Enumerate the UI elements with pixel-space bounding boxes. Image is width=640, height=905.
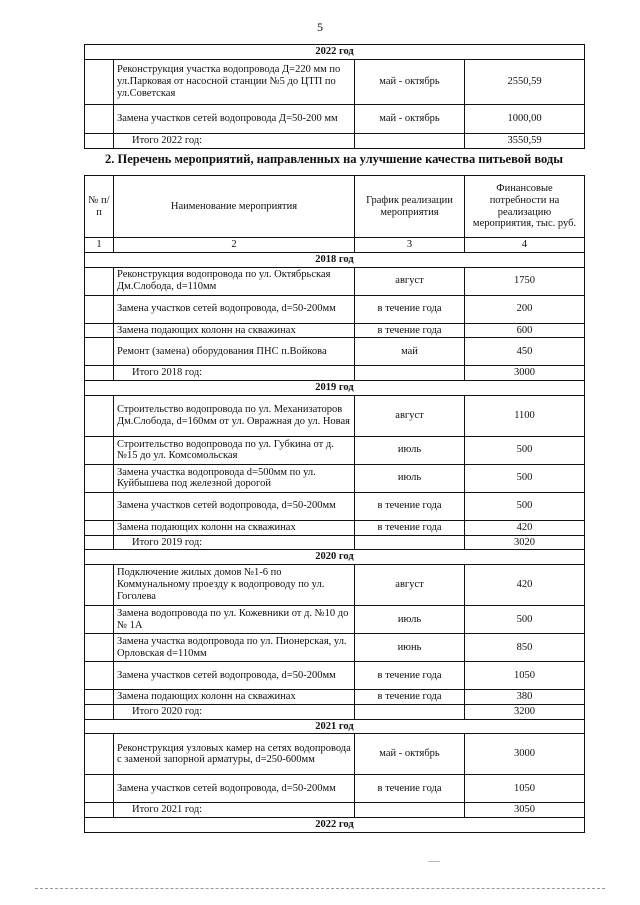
measure-cost: 380 (465, 690, 585, 705)
measure-name: Замена участков сетей водопровода, d=50-200мм (114, 295, 355, 323)
measure-cost: 2550,59 (465, 59, 585, 104)
measure-cost: 500 (465, 492, 585, 520)
measure-name: Замена участков сетей водопровода Д=50-200 мм (114, 104, 355, 133)
measure-name: Реконструкция участка водопровода Д=220 мм по ул.Парковая от насосной станции №5 до ЦТП по ул.Советская (114, 59, 355, 104)
measure-schedule: в течение года (355, 690, 465, 705)
measure-name: Замена участков сетей водопровода, d=50-200мм (114, 492, 355, 520)
measure-cost: 600 (465, 323, 585, 338)
measure-cost: 1750 (465, 267, 585, 295)
measure-name: Ремонт (замена) оборудования ПНС п.Войкова (114, 338, 355, 366)
table-row (85, 565, 585, 606)
measure-cost: 500 (465, 606, 585, 634)
year-header: 2019 год (85, 381, 585, 396)
measure-schedule: июль (355, 606, 465, 634)
measure-cost: 500 (465, 464, 585, 492)
measure-cost: 3000 (465, 734, 585, 775)
total-label: Итого 2021 год: (114, 803, 355, 818)
year-header: 2021 год (85, 719, 585, 734)
table-row (85, 323, 585, 338)
table-row (85, 520, 585, 535)
measure-schedule: в течение года (355, 492, 465, 520)
measure-schedule: июнь (355, 634, 465, 662)
page-number: 5 (317, 20, 323, 34)
total-label: Итого 2019 год: (114, 535, 355, 550)
total-value: 3050 (465, 803, 585, 818)
column-number-row (85, 238, 585, 253)
table-row (85, 492, 585, 520)
table-row (85, 464, 585, 492)
measure-name: Замена участка водопровода d=500мм по ул. Куйбышева под железной дорогой (114, 464, 355, 492)
measure-cost: 850 (465, 634, 585, 662)
measure-cost: 1050 (465, 662, 585, 690)
measure-cost: 1000,00 (465, 104, 585, 133)
measure-name: Замена водопровода по ул. Кожевники от д. №10 до № 1А (114, 606, 355, 634)
year-header: 2022 год (85, 818, 585, 833)
measure-name: Замена подающих колонн на скважинах (114, 690, 355, 705)
measure-schedule: май (355, 338, 465, 366)
table-row (85, 690, 585, 705)
column-number: 4 (465, 238, 585, 253)
header-row (85, 176, 585, 238)
table-row (85, 338, 585, 366)
column-number: 2 (114, 238, 355, 253)
section-title: 2. Перечень мероприятий, направленных на улучшение качества питьевой воды (105, 152, 563, 166)
measure-schedule: август (355, 565, 465, 606)
table-row (85, 395, 585, 436)
measure-schedule: в течение года (355, 662, 465, 690)
measure-name: Замена участков сетей водопровода, d=50-200мм (114, 775, 355, 803)
total-row (85, 704, 585, 719)
measure-schedule: в течение года (355, 775, 465, 803)
table-row (85, 104, 585, 133)
total-value: 3020 (465, 535, 585, 550)
measure-name: Строительство водопровода по ул. Механизаторов Дм.Слобода, d=160мм от ул. Овражная до ул. Новая (114, 395, 355, 436)
footer-line (35, 888, 605, 889)
total-value: 3550,59 (465, 133, 585, 148)
measure-name: Замена подающих колонн на скважинах (114, 520, 355, 535)
measure-name: Замена подающих колонн на скважинах (114, 323, 355, 338)
table-row (85, 734, 585, 775)
header-num: № п/п (85, 176, 114, 238)
table-row (85, 775, 585, 803)
total-label: Итого 2018 год: (114, 366, 355, 381)
measure-schedule: июль (355, 464, 465, 492)
measure-name: Строительство водопровода по ул. Губкина от д. №15 до ул. Комсомольская (114, 436, 355, 464)
total-row (85, 366, 585, 381)
measure-schedule: май - октябрь (355, 59, 465, 104)
measure-schedule: май - октябрь (355, 734, 465, 775)
table-row (85, 606, 585, 634)
measure-schedule: август (355, 267, 465, 295)
total-label: Итого 2022 год: (114, 133, 355, 148)
year-header: 2022 год (85, 45, 585, 60)
measure-name: Реконструкция узловых камер на сетях водопровода с заменой запорной арматуры, d=250-600мм (114, 734, 355, 775)
table-row (85, 634, 585, 662)
measure-cost: 1100 (465, 395, 585, 436)
measure-schedule: июль (355, 436, 465, 464)
total-row (85, 803, 585, 818)
measure-cost: 200 (465, 295, 585, 323)
total-row (85, 133, 585, 148)
column-number: 3 (355, 238, 465, 253)
measure-name: Замена участка водопровода по ул. Пионерская, ул. Орловская d=110мм (114, 634, 355, 662)
measure-name: Подключение жилых домов №1-6 по Коммунальному проезду к водопроводу по ул. Гоголева (114, 565, 355, 606)
year-header: 2018 год (85, 252, 585, 267)
total-row (85, 535, 585, 550)
measure-cost: 420 (465, 565, 585, 606)
measure-schedule: август (355, 395, 465, 436)
measure-cost: 420 (465, 520, 585, 535)
table-row (85, 662, 585, 690)
measure-name: Замена участков сетей водопровода, d=50-200мм (114, 662, 355, 690)
column-number: 1 (85, 238, 114, 253)
header-schedule: График реализации мероприятия (355, 176, 465, 238)
table-row (85, 267, 585, 295)
year-header: 2020 год (85, 550, 585, 565)
measure-schedule: в течение года (355, 520, 465, 535)
total-label: Итого 2020 год: (114, 704, 355, 719)
total-value: 3200 (465, 704, 585, 719)
measure-cost: 1050 (465, 775, 585, 803)
table-row (85, 59, 585, 104)
measure-schedule: в течение года (355, 323, 465, 338)
total-value: 3000 (465, 366, 585, 381)
header-name: Наименование мероприятия (114, 176, 355, 238)
measure-schedule: май - октябрь (355, 104, 465, 133)
measure-cost: 500 (465, 436, 585, 464)
table-2022-continued (84, 44, 585, 149)
measure-name: Реконструкция водопровода по ул. Октябрьская Дм.Слобода, d=110мм (114, 267, 355, 295)
header-cost: Финансовые потребности на реализацию мероприятия, тыс. руб. (465, 176, 585, 238)
measure-cost: 450 (465, 338, 585, 366)
footer-mark (428, 861, 440, 862)
measures-table (84, 175, 585, 833)
table-row (85, 295, 585, 323)
measure-schedule: в течение года (355, 295, 465, 323)
table-row (85, 436, 585, 464)
